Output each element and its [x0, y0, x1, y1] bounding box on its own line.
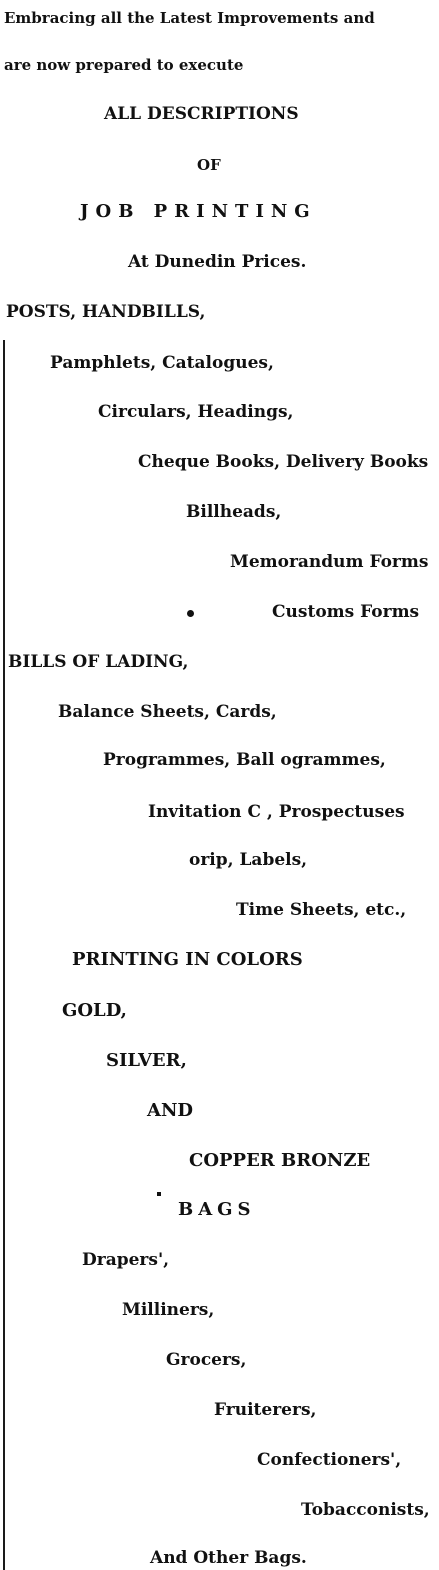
list-item-cheque-books: Cheque Books, Delivery Books	[138, 452, 429, 472]
bag-item-tobacconists: Tobacconists,	[301, 1500, 430, 1520]
list-item-posts-handbills: POSTS, HANDBILLS,	[6, 302, 206, 322]
list-item-programmes: Programmes, Ball ogrammes,	[103, 750, 386, 770]
of-line: OF	[197, 156, 221, 174]
ink-speck	[157, 1192, 161, 1196]
silver-line: SILVER,	[106, 1050, 187, 1071]
bag-item-milliners: Milliners,	[122, 1300, 215, 1320]
list-item-scrip-labels: orip, Labels,	[189, 850, 308, 870]
list-item-balance-sheets: Balance Sheets, Cards,	[58, 702, 277, 722]
bag-item-fruiterers: Fruiterers,	[214, 1400, 317, 1420]
bag-item-grocers: Grocers,	[166, 1350, 247, 1370]
column-rule	[3, 340, 5, 1570]
bag-item-confectioners: Confectioners',	[257, 1450, 402, 1470]
gold-line: GOLD,	[62, 1000, 127, 1021]
list-item-billheads: Billheads,	[186, 502, 282, 522]
intro-line-1: Embracing all the Latest Improvements and	[4, 9, 375, 27]
and-other-bags-line: And Other Bags.	[150, 1548, 307, 1568]
bags-heading: BAGS	[178, 1199, 256, 1220]
and-line: AND	[147, 1100, 194, 1121]
job-printing-heading: JOB PRINTING	[80, 201, 317, 222]
ink-dot	[187, 610, 194, 617]
list-item-bills-of-lading: BILLS OF LADING,	[8, 652, 189, 672]
copper-bronze-line: COPPER BRONZE	[189, 1150, 371, 1171]
printing-in-colors-heading: PRINTING IN COLORS	[72, 949, 303, 970]
intro-line-2: are now prepared to execute	[4, 56, 244, 74]
list-item-customs-forms: Customs Forms	[272, 602, 420, 622]
list-item-memorandum-forms: Memorandum Forms	[230, 552, 429, 572]
bag-item-drapers: Drapers',	[82, 1250, 170, 1270]
dunedin-prices-line: At Dunedin Prices.	[128, 252, 307, 272]
list-item-invitation-cards: Invitation C , Prospectuses	[148, 802, 405, 822]
list-item-pamphlets: Pamphlets, Catalogues,	[50, 353, 274, 373]
list-item-time-sheets: Time Sheets, etc.,	[236, 900, 407, 920]
all-descriptions-heading: ALL DESCRIPTIONS	[104, 104, 299, 124]
list-item-circulars: Circulars, Headings,	[98, 402, 294, 422]
